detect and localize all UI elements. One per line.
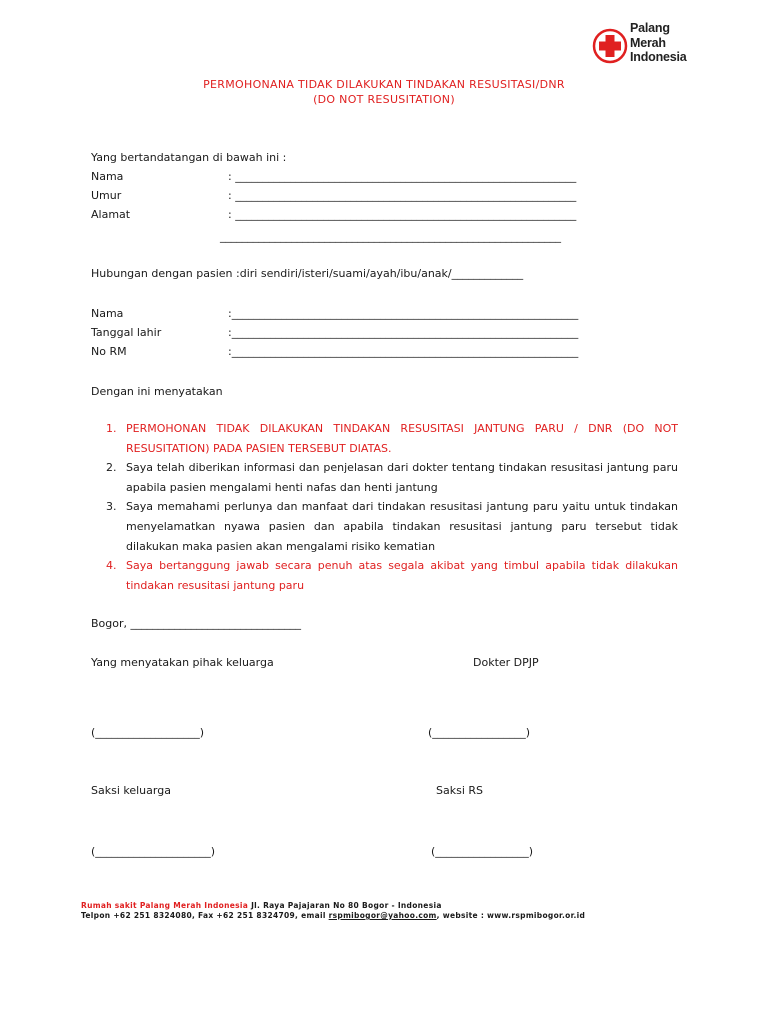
statement-item-text: Saya memahami perlunya dan manfaat dari tindakan resusitasi jantung paru yaitu untuk tindakan menyelamatkan nyawa pasien dan apabila tindakan resusitasi jantung paru tersebut tidak dilakukan maka pasien akan mengalami risiko kematian (126, 500, 678, 553)
statement-item-number: 1. (106, 422, 117, 435)
declarant-address-label: Alamat (91, 208, 131, 221)
family-signer-label: Yang menyatakan pihak keluarga (91, 656, 274, 669)
statement-item-text: PERMOHONAN TIDAK DILAKUKAN TINDAKAN RESUSITASI JANTUNG PARU / DNR (DO NOT RESUSITATION) PADA PASIEN TERSEBUT DIATAS. (126, 422, 678, 455)
statement-list (106, 419, 678, 595)
place-date-field[interactable]: Bogor, _______________________________ (91, 617, 302, 630)
declarant-intro: Yang bertandatangan di bawah ini : (91, 151, 287, 164)
witness-rs-signature-line[interactable]: (_________________) (431, 845, 534, 858)
statement-intro: Dengan ini menyatakan (91, 385, 223, 398)
document-title: PERMOHONANA TIDAK DILAKUKAN TINDAKAN RESUSITASI/DNR (203, 78, 565, 91)
doctor-signer-label: Dokter DPJP (473, 656, 539, 669)
statement-item-number: 4. (106, 559, 117, 573)
statement-item-3 (106, 497, 678, 556)
logo-line-3: Indonesia (630, 50, 687, 64)
footer-contact: Telpon +62 251 8324080, Fax +62 251 8324709, email (81, 911, 329, 920)
footer-address: Jl. Raya Pajajaran No 80 Bogor - Indonesia (248, 901, 442, 910)
logo-line-1: Palang (630, 21, 670, 35)
witness-family-label: Saksi keluarga (91, 784, 171, 797)
patient-birthdate-field[interactable]: :_______________________________________________________________ (228, 326, 579, 339)
declarant-address-extra-line[interactable]: ______________________________________________________________ (220, 230, 561, 243)
patient-rm-label: No RM (91, 345, 127, 358)
declarant-name-label: Nama (91, 170, 124, 183)
family-signature-line[interactable]: (___________________) (91, 726, 205, 739)
footer-website: , website : www.rspmibogor.or.id (436, 911, 586, 920)
witness-rs-label: Saksi RS (436, 784, 484, 797)
declarant-name-field[interactable]: : ______________________________________________________________ (228, 170, 577, 183)
statement-item-text: Saya bertanggung jawab secara penuh atas segala akibat yang timbul apabila tidak dilakukan tindakan resusitasi jantung paru (126, 559, 678, 592)
logo-line-2: Merah (630, 35, 666, 50)
statement-item-number: 2. (106, 461, 117, 475)
patient-name-field[interactable]: :_______________________________________________________________ (228, 307, 579, 320)
statement-item-2 (106, 458, 678, 497)
footer-hospital-name: Rumah sakit Palang Merah Indonesia (81, 901, 249, 910)
declarant-age-field[interactable]: : ______________________________________________________________ (228, 189, 577, 202)
footer-contact-line (81, 911, 585, 921)
statement-item-number: 3. (106, 500, 117, 514)
patient-name-label: Nama (91, 307, 124, 320)
footer-address-line (81, 901, 442, 911)
witness-family-signature-line[interactable]: (_____________________) (91, 845, 216, 858)
patient-rm-field[interactable]: :_______________________________________________________________ (228, 345, 579, 358)
document-subtitle: (DO NOT RESUSITATION) (313, 93, 455, 106)
statement-item-4 (106, 556, 678, 595)
patient-birthdate-label: Tanggal lahir (91, 326, 162, 339)
doctor-signature-line[interactable]: (_________________) (428, 726, 531, 739)
statement-item-1 (106, 419, 678, 458)
declarant-age-label: Umur (91, 189, 122, 202)
logo-wordmark (630, 21, 687, 65)
footer-email-link[interactable]: rspmibogor@yahoo.com (328, 911, 437, 920)
declarant-address-field[interactable]: : ______________________________________________________________ (228, 208, 577, 221)
relationship-field[interactable]: Hubungan dengan pasien :diri sendiri/isteri/suami/ayah/ibu/anak/_____________ (91, 267, 524, 280)
statement-item-text: Saya telah diberikan informasi dan penjelasan dari dokter tentang tindakan resusitasi jantung paru apabila pasien mengalami henti nafas dan henti jantung (126, 461, 678, 494)
